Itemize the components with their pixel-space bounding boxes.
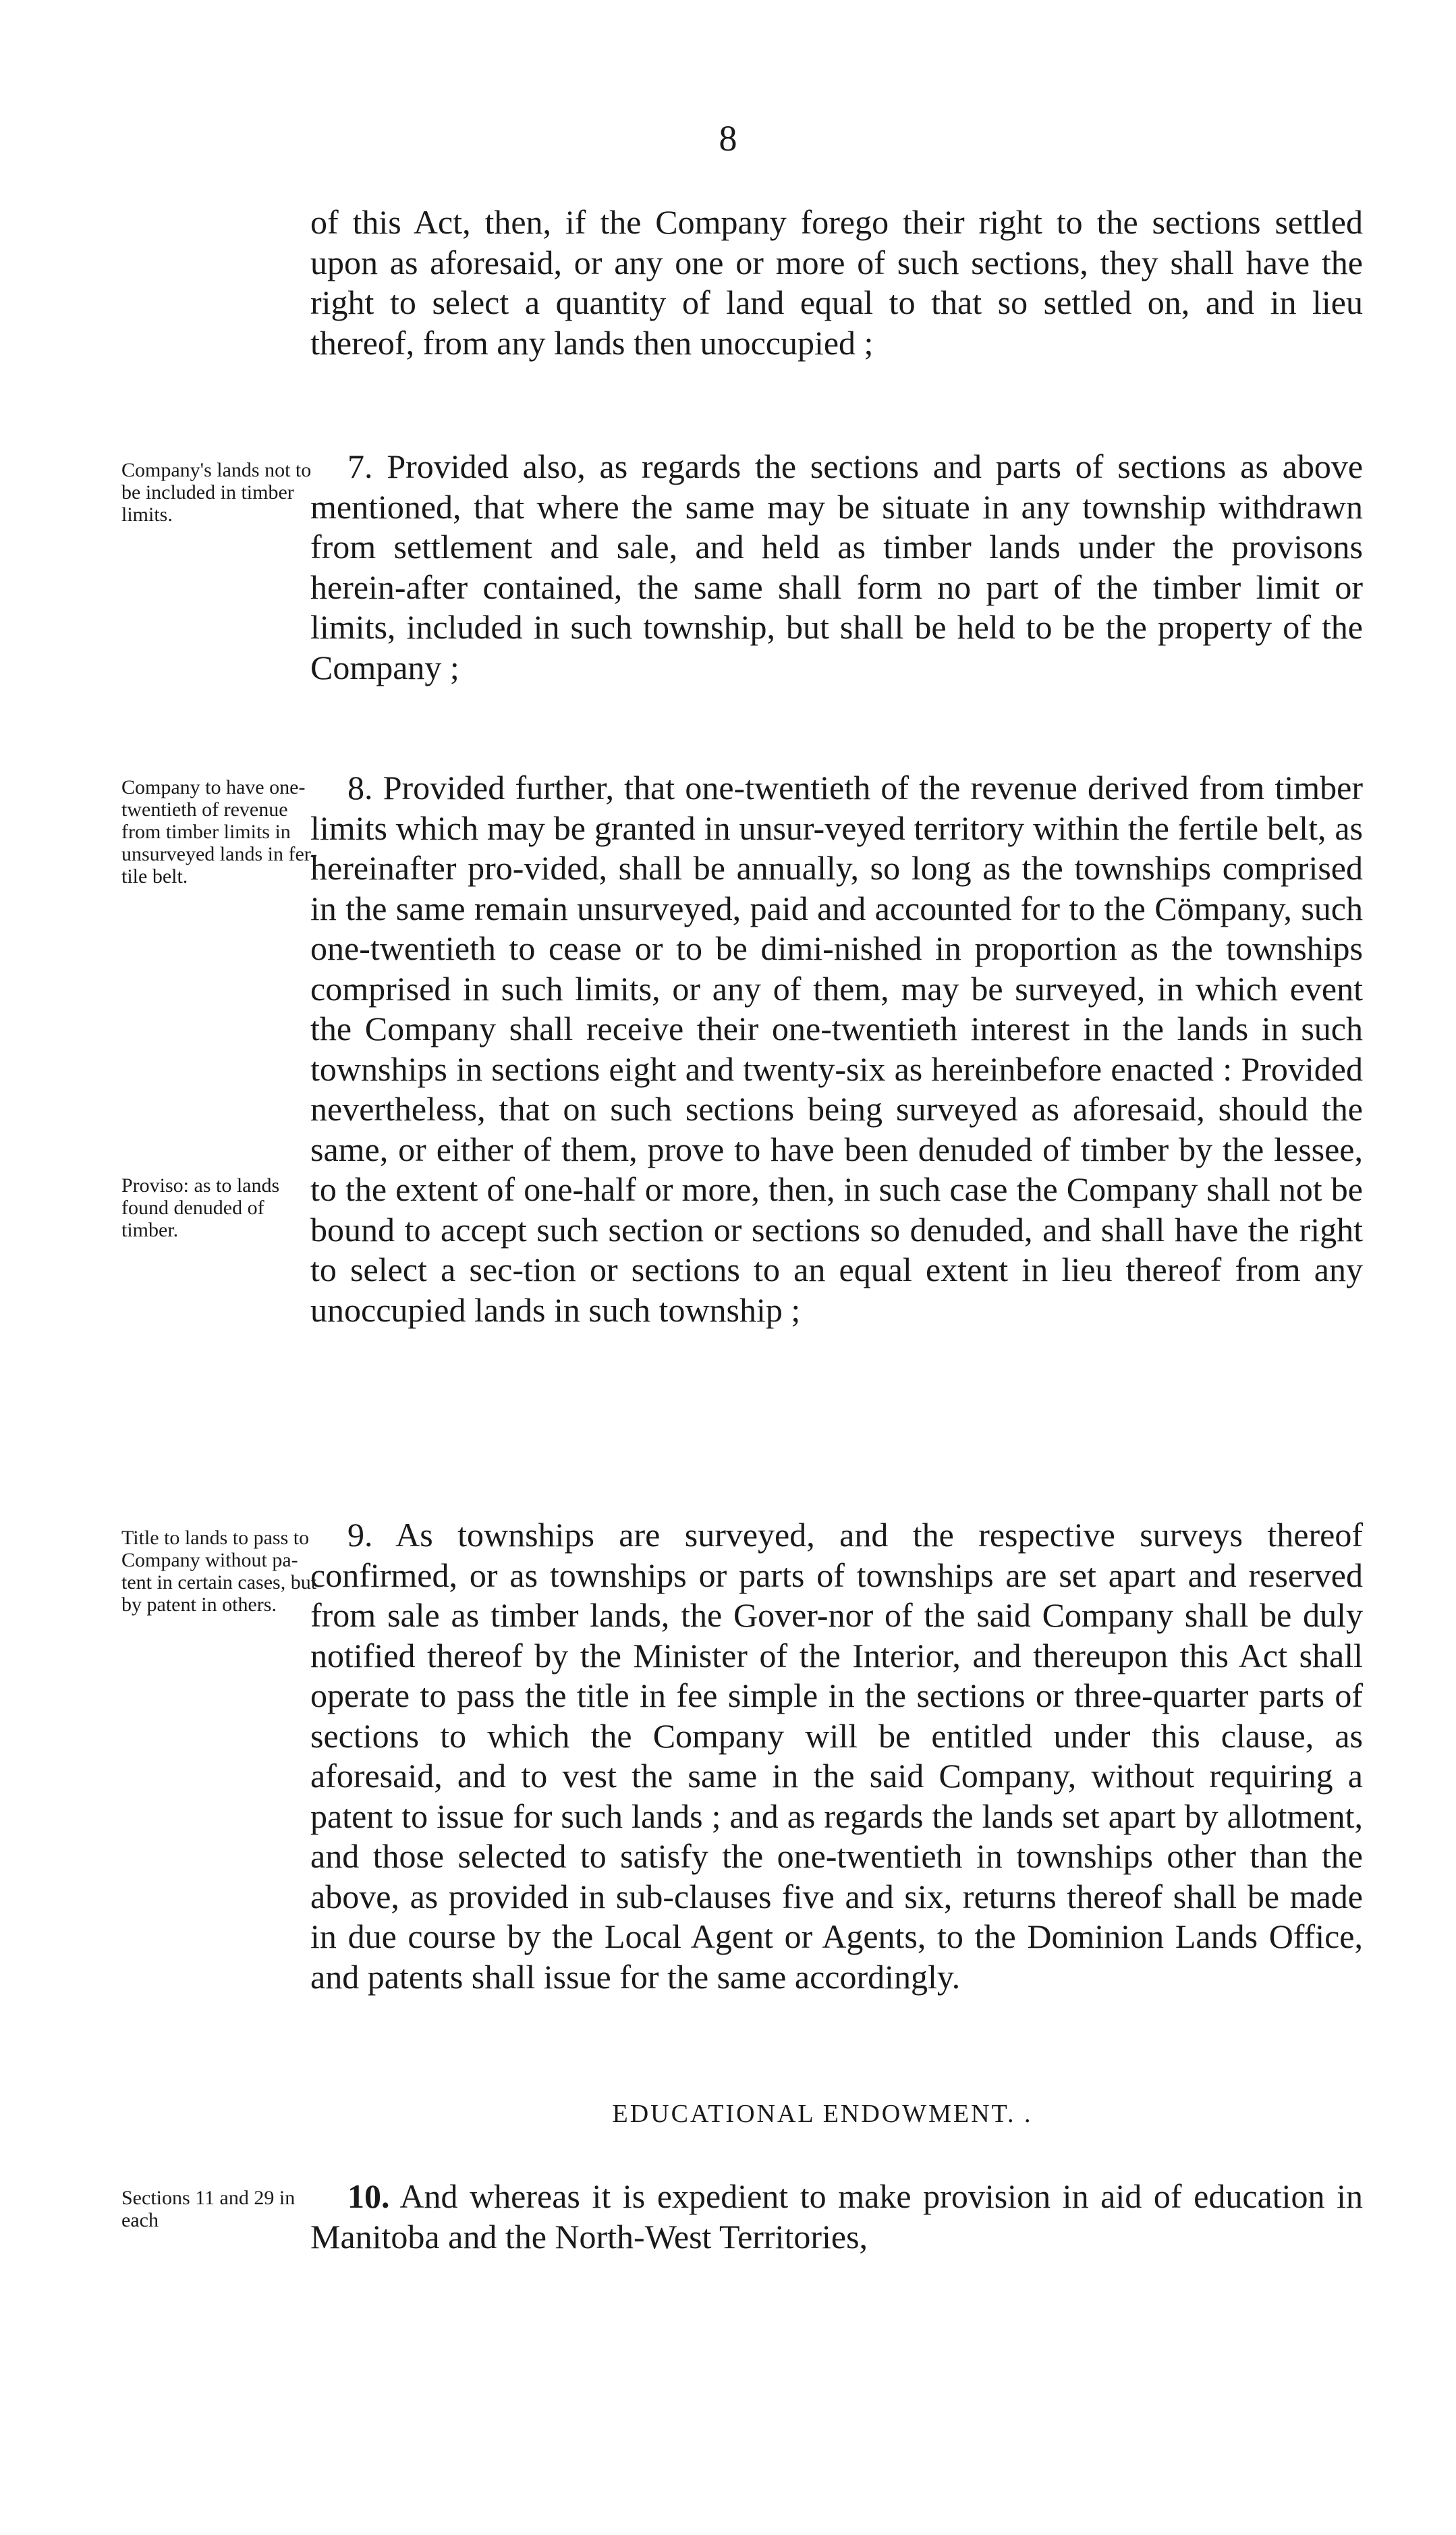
section-10-paragraph	[310, 2177, 1363, 2257]
section-7-number: 7.	[347, 447, 373, 485]
section-10-text: And whereas it is expedient to make provision in aid of education in Manitoba and the North-West Territories,	[310, 2177, 1363, 2256]
section-9-text: As townships are surveyed, and the respective surveys thereof confirmed, or as townships or parts of townships are set apart and reserved from sale as timber lands, the Gover-nor of the said Company shall be duly notified thereof by the Minister of the Interior, and thereupon this Act shall operate to pass the title in fee simple in the sections or three-quarter parts of sections to which the Company will be entitled under this clause, as aforesaid, and to vest the same in the said Company, without requiring a patent to issue for such lands ; and as regards the lands set apart by allotment, and those selected to satisfy the one-twentieth in townships other than the above, as provided in sub-clauses five and six, returns thereof shall be made in due course by the Local Agent or Agents, to the Dominion Lands Office, and patents shall issue for the same accordingly.	[310, 1516, 1363, 1996]
section-7	[310, 447, 1363, 688]
margin-note-section-10: Sections 11 and 29 in each	[121, 2187, 296, 2231]
margin-note-section-8-proviso: Proviso: as to lands found denuded of timber.	[121, 1174, 280, 1241]
section-8	[310, 768, 1363, 1330]
section-9	[310, 1515, 1363, 1997]
section-8-text: Provided further, that one-twentieth of the revenue derived from timber limits which may be granted in unsur-veyed territory within the fertile belt, as hereinafter pro-vided, shall be annually, so long as the townships comprised in the same remain unsurveyed, paid and accounted for to the Cömpany, such one-twentieth to cease or to be dimi-nished in proportion as the townships comprised in such limits, or any of them, may be surveyed, in which event the Company shall receive their one-twentieth interest in the lands in such townships in sections eight and twenty-six as hereinbefore enacted : Provided nevertheless, that on such sections being surveyed as aforesaid, should the same, or either of them, prove to have been denuded of timber by the lessee, to the extent of one-half or more, then, in such case the Company shall not be bound to accept such section or sections so denuded, and shall have the right to select a sec-tion or sections to an equal extent in lieu thereof from any unoccupied lands in such township ;	[310, 769, 1363, 1329]
section-8-paragraph	[310, 768, 1363, 1330]
section-9-paragraph	[310, 1515, 1363, 1997]
margin-note-section-8: Company to have one-twentieth of revenue from timber limits in unsurveyed lands in fer-tile belt.	[121, 776, 318, 888]
section-10-number: 10.	[347, 2177, 390, 2215]
continuation-text: of this Act, then, if the Company forego their right to the sections settled upon as aforesaid, or any one or more of such sections, they shall have the right to select a quantity of land equal to that so settled on, and in lieu thereof, from any lands then unoccupied ;	[310, 203, 1363, 362]
margin-note-section-7: Company's lands not to be included in timber limits.	[121, 459, 312, 526]
section-7-paragraph	[310, 447, 1363, 688]
section-8-number: 8.	[347, 769, 373, 807]
section-10	[310, 2177, 1363, 2257]
page-number: 8	[719, 118, 737, 159]
section-7-text: Provided also, as regards the sections and parts of sections as above mentioned, that where the same may be situate in any township withdrawn from settlement and sale, and held as timber lands under the provisons herein-after contained, the same shall form no part of the timber limit or limits, included in such township, but shall be held to be the property of the Company ;	[310, 447, 1364, 686]
educational-endowment-heading: EDUCATIONAL ENDOWMENT. .	[612, 2100, 1033, 2128]
continuation-paragraph	[310, 202, 1363, 363]
section-9-number: 9.	[347, 1516, 373, 1554]
margin-note-section-9: Title to lands to pass to Company without pa-tent in certain cases, but by patent in others.	[121, 1527, 317, 1616]
